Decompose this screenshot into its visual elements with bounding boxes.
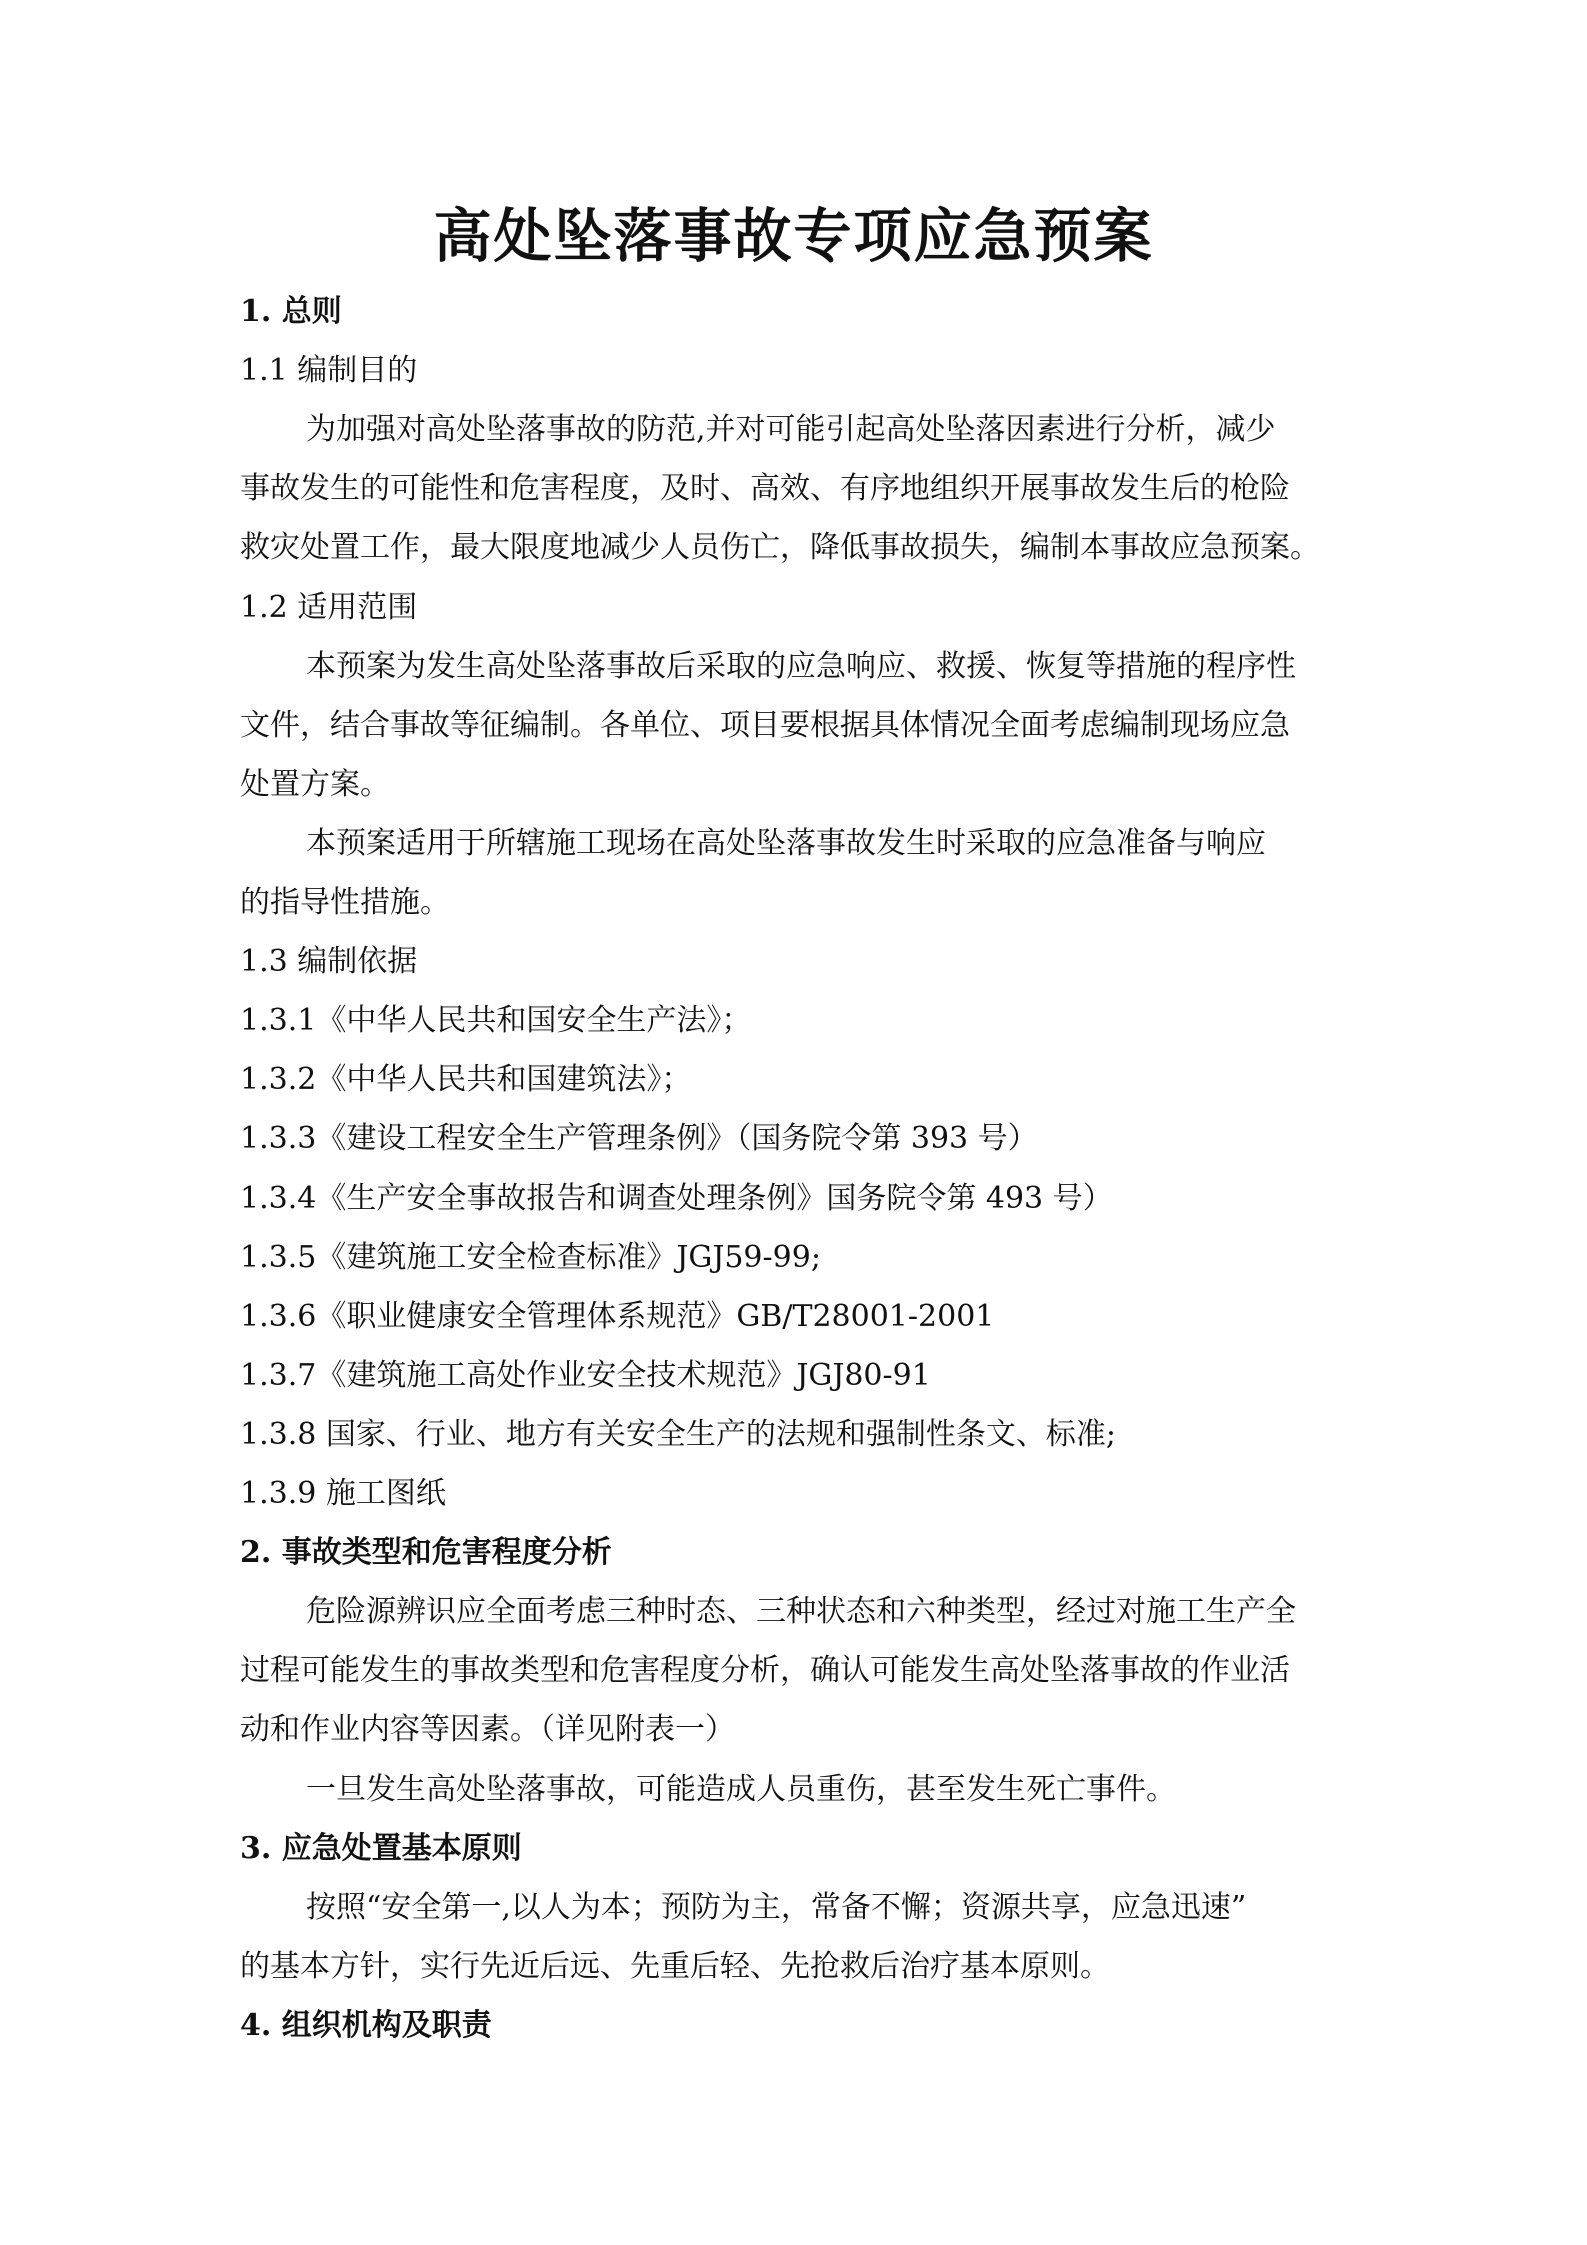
body-line: 的指导性措施。	[240, 885, 450, 920]
body-line: 1.3.7《建筑施工高处作业安全技术规范》JGJ80-91	[240, 1358, 931, 1393]
body-line: 1.3.4《生产安全事故报告和调查处理条例》国务院令第 493 号）	[240, 1181, 1113, 1216]
body-line: 1.3 编制依据	[240, 944, 418, 979]
body-line: 1.3.8 国家、行业、地方有关安全生产的法规和强制性条文、标准;	[240, 1417, 1116, 1452]
body-line: 1.3.3《建设工程安全生产管理条例》（国务院令第 393 号）	[240, 1121, 1038, 1156]
section-heading: 4. 组织机构及职责	[240, 2008, 492, 2043]
body-line: 动和作业内容等因素。（详见附表一）	[240, 1712, 735, 1747]
section-heading: 2. 事故类型和危害程度分析	[240, 1535, 612, 1570]
document-title: 高处坠落事故专项应急预案	[433, 202, 1154, 270]
body-line: 1.3.5《建筑施工安全检查标准》JGJ59-99;	[240, 1240, 821, 1275]
body-line: 事故发生的可能性和危害程度，及时、高效、有序地组织开展事故发生后的枪险	[240, 471, 1290, 506]
body-line: 救灾处置工作，最大限度地减少人员伤亡，降低事故损失，编制本事故应急预案。	[240, 530, 1320, 565]
section-heading: 3. 应急处置基本原则	[240, 1831, 522, 1866]
body-line: 1.3.9 施工图纸	[240, 1476, 446, 1511]
body-line: 过程可能发生的事故类型和危害程度分析，确认可能发生高处坠落事故的作业活	[240, 1653, 1290, 1688]
body-line: 的基本方针，实行先近后远、先重后轻、先抢救后治疗基本原则。	[240, 1949, 1110, 1984]
section-heading: 1. 总则	[240, 294, 342, 329]
body-line: 按照“安全第一,以人为本；预防为主，常备不懈；资源共享，应急迅速”	[306, 1890, 1247, 1925]
body-line: 处置方案。	[240, 767, 390, 802]
body-line: 文件，结合事故等征编制。各单位、项目要根据具体情况全面考虑编制现场应急	[240, 708, 1290, 743]
body-line: 为加强对高处坠落事故的防范,并对可能引起高处坠落因素进行分析，减少	[306, 412, 1276, 447]
body-line: 危险源辨识应全面考虑三种时态、三种状态和六种类型，经过对施工生产全	[306, 1594, 1296, 1629]
body-line: 本预案为发生高处坠落事故后采取的应急响应、救援、恢复等措施的程序性	[306, 649, 1296, 684]
body-line: 1.2 适用范围	[240, 590, 418, 625]
body-line: 1.3.6《职业健康安全管理体系规范》GB/T28001-2001	[240, 1299, 995, 1334]
body-line: 本预案适用于所辖施工现场在高处坠落事故发生时采取的应急准备与响应	[306, 826, 1266, 861]
body-line: 1.3.2《中华人民共和国建筑法》；	[240, 1062, 692, 1097]
body-line: 一旦发生高处坠落事故，可能造成人员重伤，甚至发生死亡事件。	[306, 1772, 1176, 1807]
body-line: 1.1 编制目的	[240, 353, 418, 388]
body-line: 1.3.1《中华人民共和国安全生产法》；	[240, 1003, 752, 1038]
